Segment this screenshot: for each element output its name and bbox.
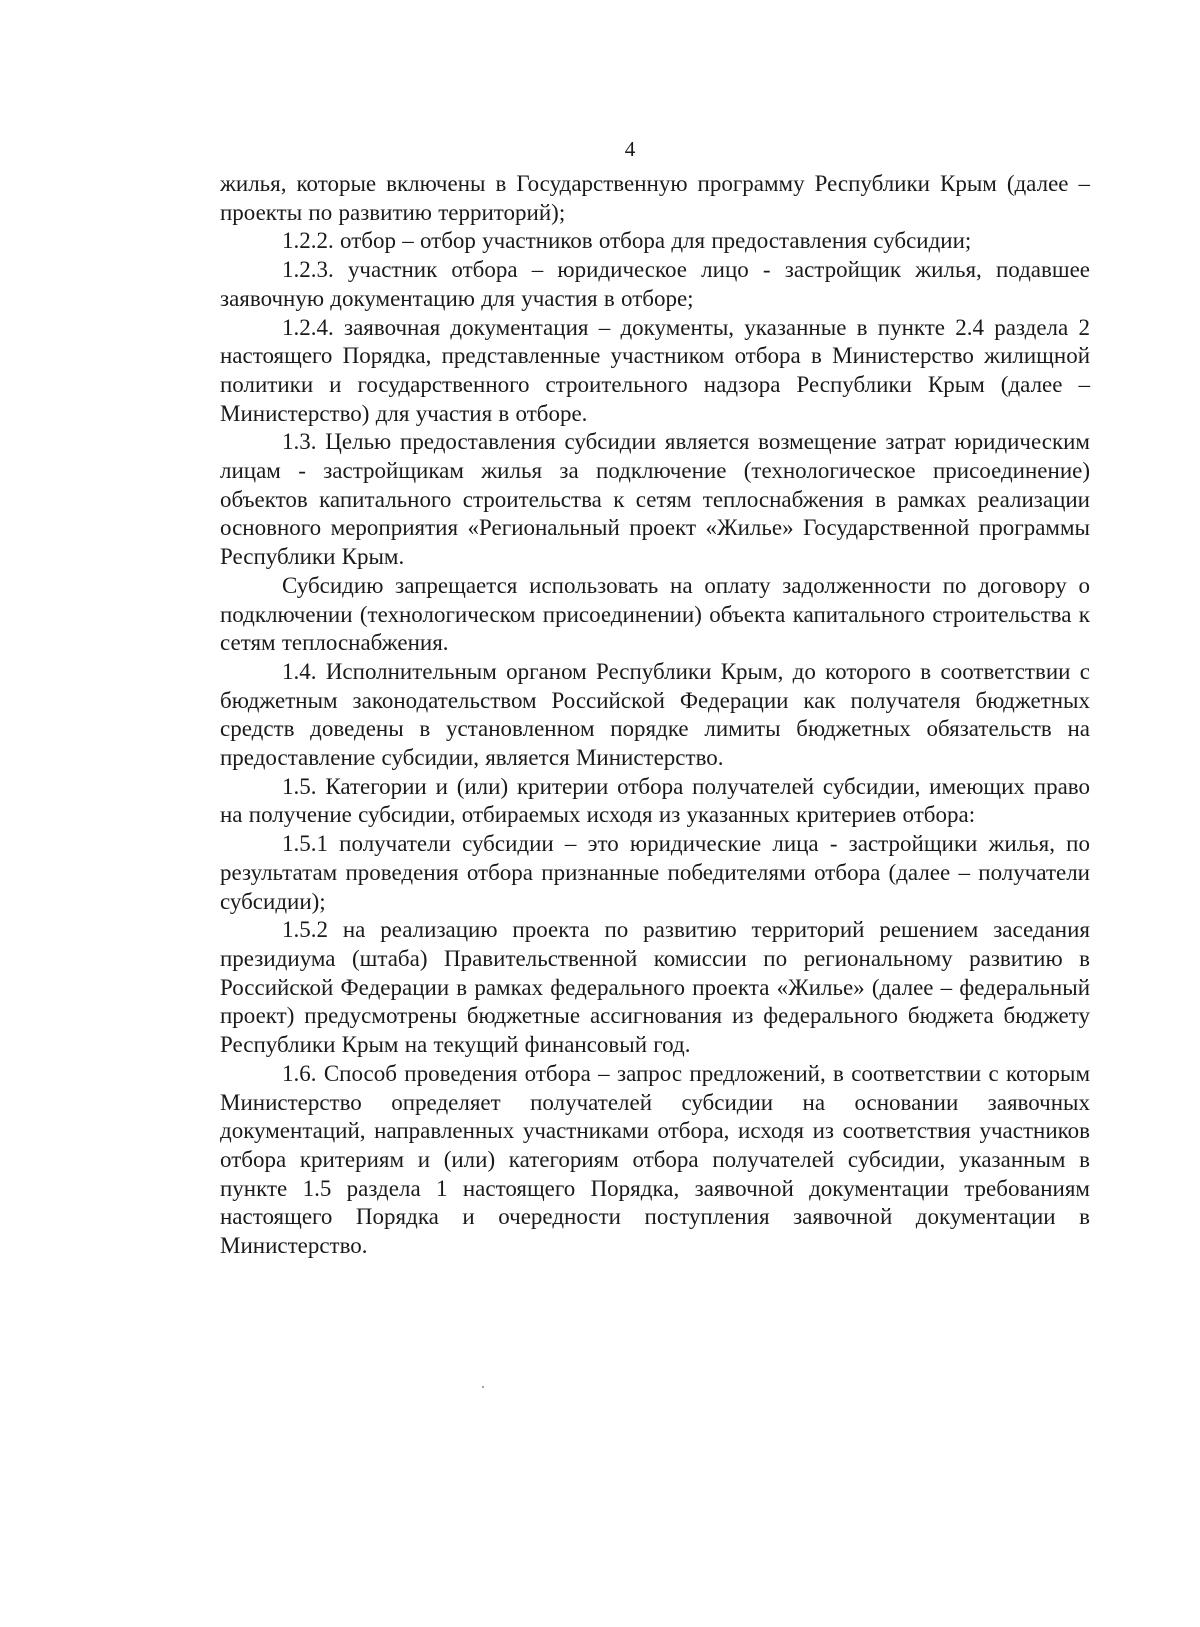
page-number: 4 bbox=[624, 137, 636, 161]
paragraph-1-3: 1.3. Целью предоставления субсидии является возмещение затрат юридическим лицам - застройщикам жилья за подключение (технологическое присоединение) объектов капитального строительства к сетям теплоснабжения в рамках реализации основного мероприятия «Региональный проект «Жилье» Государственной программы Республики Крым. bbox=[220, 429, 1090, 570]
paragraph-subsidy-prohibition: Субсидию запрещается использовать на оплату задолженности по договору о подключении (технологическом присоединении) объекта капитального строительства к сетям теплоснабжения. bbox=[220, 572, 1090, 656]
document-body bbox=[220, 170, 1090, 1261]
paragraph-1-5: 1.5. Категории и (или) критерии отбора получателей субсидии, имеющих право на получение субсидии, отбираемых исходя из указанных критериев отбора: bbox=[220, 773, 1090, 828]
scan-speck bbox=[482, 1386, 484, 1388]
paragraph-1-2-3: 1.2.3. участник отбора – юридическое лицо - застройщик жилья, подавшее заявочную документацию для участия в отборе; bbox=[220, 257, 1090, 311]
paragraph-1-6: 1.6. Способ проведения отбора – запрос предложений, в соответствии с которым Министерство определяет получателей субсидии на основании заявочных документаций, направленных участниками отбора, исходя из соответствия участников отбора критериям и (или) категориям отбора получателей субсидии, указанным в пункте 1.5 раздела 1 настоящего Порядка, заявочной документации требованиям настоящего Порядка и очередности поступления заявочной документации в Министерство. bbox=[220, 1060, 1090, 1259]
paragraph-1-5-1: 1.5.1 получатели субсидии – это юридические лица - застройщики жилья, по результатам проведения отбора признанные победителями отбора (далее – получатели субсидии); bbox=[220, 831, 1090, 914]
paragraph-1-2-4: 1.2.4. заявочная документация – документы, указанные в пункте 2.4 раздела 2 настоящего Порядка, представленные участником отбора в Министерство жилищной политики и государственного строительного надзора Республики Крым (далее – Министерство) для участия в отборе. bbox=[220, 314, 1090, 426]
paragraph-1-5-2: 1.5.2 на реализацию проекта по развитию территорий решением заседания президиума (штаба) Правительственной комиссии по региональному развитию в Российской Федерации в рамках федерального проекта «Жилье» (далее – федеральный проект) предусмотрены бюджетные ассигнования из федерального бюджета бюджету Республики Крым на текущий финансовый год. bbox=[220, 917, 1090, 1058]
paragraph-continuation: жилья, которые включены в Государственную программу Республики Крым (далее – проекты по развитию территорий); bbox=[220, 171, 1090, 225]
paragraph-1-2-2: 1.2.2. отбор – отбор участников отбора для предоставления субсидии; bbox=[282, 228, 972, 254]
paragraph-1-4: 1.4. Исполнительным органом Республики Крым, до которого в соответствии с бюджетным законодательством Российской Федерации как получателя бюджетных средств доведены в установленном порядке лимиты бюджетных обязательств на предоставление субсидии, является Министерство. bbox=[220, 658, 1090, 771]
